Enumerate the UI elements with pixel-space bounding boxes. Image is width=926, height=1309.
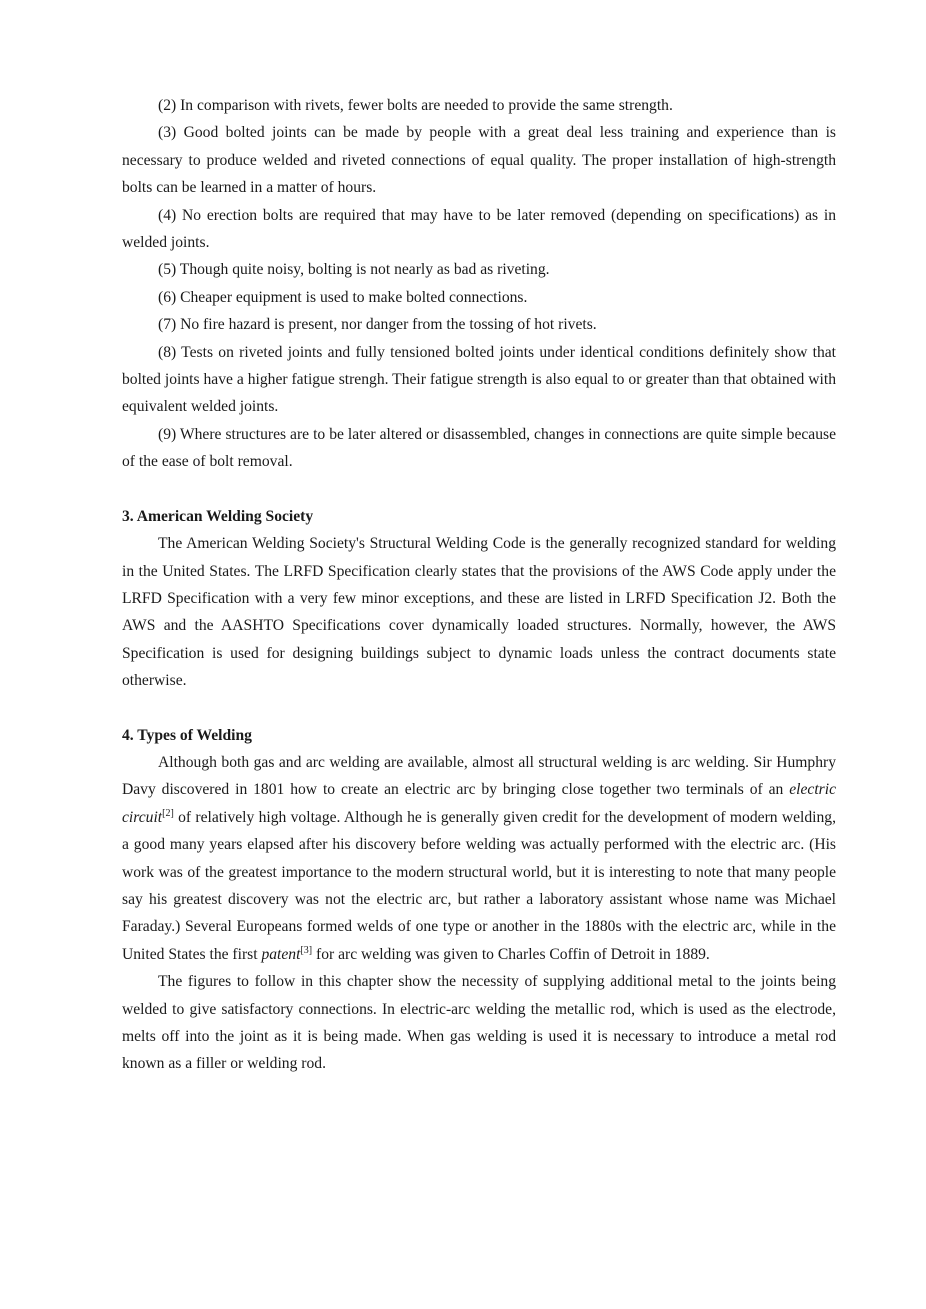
section-spacer	[122, 695, 836, 722]
list-text: Though quite noisy, bolting is not nearly as bad as riveting.	[176, 261, 550, 279]
list-item	[122, 92, 836, 119]
reference-marker: [2]	[162, 807, 174, 819]
list-number: (2)	[158, 97, 177, 114]
list-item	[122, 256, 836, 283]
list-item	[122, 339, 836, 421]
italic-term: patent	[261, 945, 301, 963]
section4-paragraph-1	[122, 749, 836, 968]
text-run: of relatively high voltage. Although he is generally given credit for the development of modern welding, a good many years elapsed after his discovery before welding was actually performed with the electric arc. (His work was of the greatest importance to the modern structural world, but it is interesting to note that many people say his greatest discovery was not the electric arc, but rather a laboratory assistant whose name was Michael Faraday.) Several Europeans formed welds of one type or another in the 1880s with the electric arc, while in the United States the first	[122, 808, 836, 963]
list-item	[122, 284, 836, 311]
list-number: (9)	[158, 425, 177, 443]
list-number: (4)	[158, 206, 177, 224]
section-heading-american-welding-society: 3. American Welding Society	[122, 507, 314, 525]
list-number: (8)	[158, 343, 177, 361]
section4-paragraph-2: The figures to follow in this chapter show the necessity of supplying additional metal to the joints being welded to give satisfactory connections. In electric-arc welding the metallic rod, which is used as the electrode, melts off into the joint as it is being made. When gas welding is used it is necessary to introduce a metal rod known as a filler or welding rod.	[122, 973, 836, 1073]
list-text: Tests on riveted joints and fully tensioned bolted joints under identical conditions definitely show that bolted joints have a higher fatigue strengh. Their fatigue strength is also equal to or greater than that obtained with equivalent welded joints.	[122, 343, 836, 416]
list-text: Where structures are to be later altered or disassembled, changes in connections are quite simple because of the ease of bolt removal.	[122, 425, 836, 471]
list-text: Cheaper equipment is used to make bolted connections.	[176, 288, 528, 306]
text-run: for arc welding was given to Charles Coffin of Detroit in 1889.	[312, 945, 710, 963]
list-number: (5)	[158, 261, 177, 279]
list-number: (3)	[158, 124, 177, 142]
italic-term: electric circuit	[122, 781, 836, 826]
reference-marker: [3]	[300, 944, 313, 956]
list-text: In comparison with rivets, fewer bolts are needed to provide the same strength.	[176, 97, 673, 114]
list-text: No erection bolts are required that may have to be later removed (depending on specifications) as in welded joints.	[122, 206, 836, 252]
section3-paragraph: The American Welding Society's Structural Welding Code is the generally recognized standard for welding in the United States. The LRFD Specification clearly states that the provisions of the AWS Code apply under the LRFD Specification with a very few minor exceptions, and these are listed in LRFD Specification J2. Both the AWS and the AASHTO Specifications cover dynamically loaded structures. Normally, however, the AWS Specification is used for designing buildings subject to dynamic loads unless the contract documents state otherwise.	[122, 535, 836, 690]
list-item	[122, 202, 836, 257]
list-item	[122, 311, 836, 338]
section-heading-types-of-welding: 4. Types of Welding	[122, 726, 252, 744]
text-run: Although both gas and arc welding are available, almost all structural welding is arc welding. Sir Humphry Davy discovered in 1801 how to create an electric arc by bringing close together two terminals of an	[122, 753, 836, 799]
list-text: Good bolted joints can be made by people with a great deal less training and experience than is necessary to produce welded and riveted connections of equal quality. The proper installation of high-strength bolts can be learned in a matter of hours.	[122, 124, 836, 197]
list-number: (7)	[158, 316, 177, 334]
list-text: No fire hazard is present, nor danger from the tossing of hot rivets.	[176, 316, 597, 334]
list-number: (6)	[158, 288, 177, 306]
document-page	[122, 92, 836, 1078]
section-spacer	[122, 476, 836, 503]
list-item	[122, 119, 836, 201]
list-item	[122, 421, 836, 476]
